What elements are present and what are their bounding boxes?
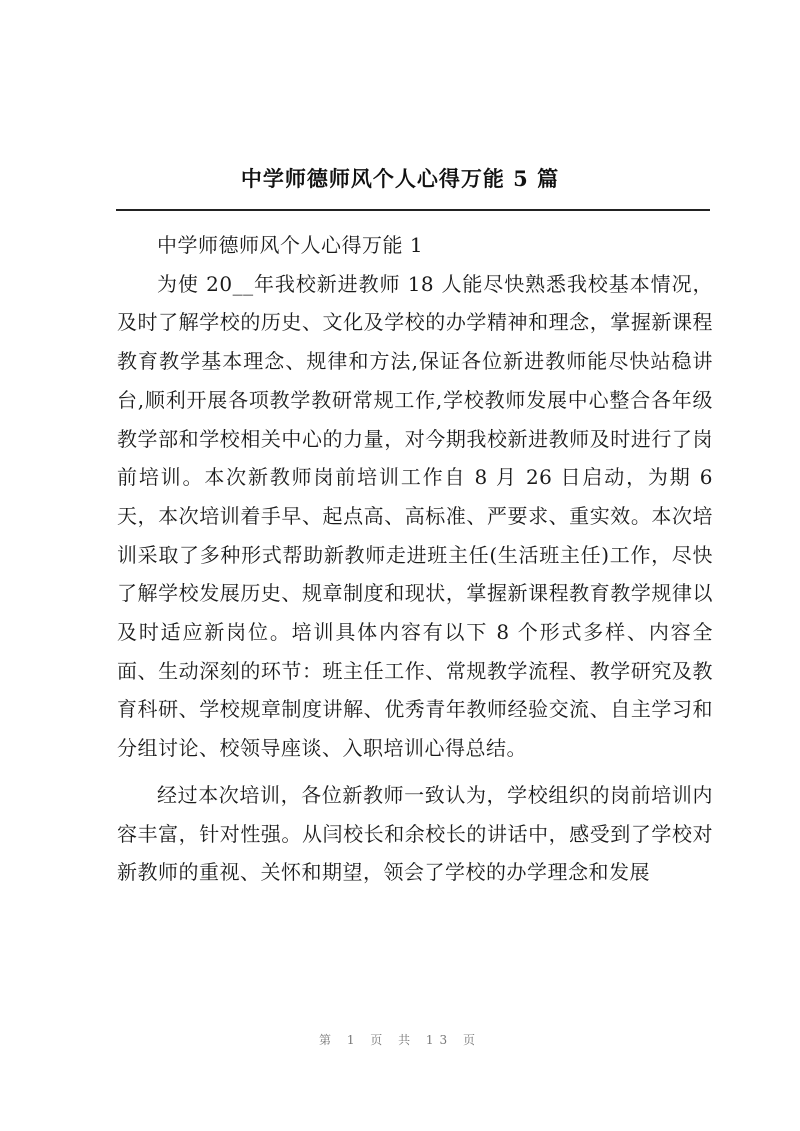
body-paragraph-1: 为使 20__年我校新进教师 18 人能尽快熟悉我校基本情况，及时了解学校的历史、文化及学校的办学精神和理念，掌握新课程教育教学基本理念、规律和方法,保证各位新进教师能尽快站稳讲台,顺利开展各项教学教研常规工作,学校教师发展中心整合各年级教学部和学校相关中心的力量，对今期我校新进教师及时进行了岗前培训。本次新教师岗前培训工作自 8 月 26 日启动，为期 6 天，本次培训着手早、起点高、高标准、严要求、重实效。本次培训采取了多种形式帮助新教师走进班主任(生活班主任)工作，尽快了解学校发展历史、规章制度和现状，掌握新课程教育教学规律以及时适应新岗位。培训具体内容有以下 8 个形式多样、内容全面、生动深刻的环节：班主任工作、常规教学流程、教学研究及教育科研、学校规章制度讲解、优秀青年教师经验交流、自主学习和分组讨论、校领导座谈、入职培训心得总结。 [117, 271, 713, 761]
title-underline [116, 209, 710, 211]
section-heading: 中学师德师风个人心得万能 1 [157, 233, 424, 257]
body-paragraph-2: 经过本次培训，各位新教师一致认为，学校组织的岗前培训内容丰富，针对性强。从闫校长和余校长的讲话中，感受到了学校对新教师的重视、关怀和期望，领会了学校的办学理念和发展 [117, 782, 713, 885]
document-body [117, 226, 713, 892]
document-title: 中学师德师风个人心得万能 5 篇 [240, 166, 560, 191]
page-number-footer: 第 1 页 共 13 页 [319, 1033, 481, 1047]
